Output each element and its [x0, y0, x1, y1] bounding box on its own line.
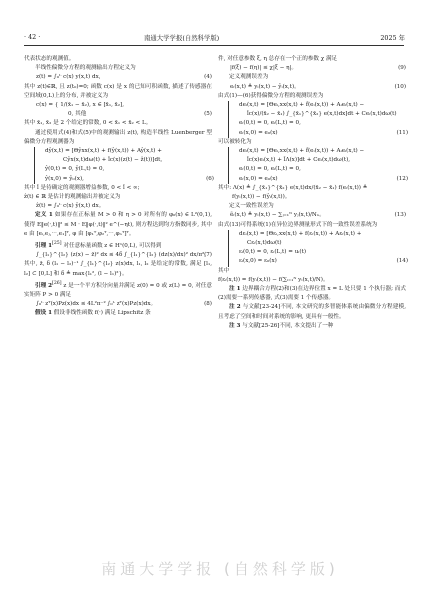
paragraph: f(εᵢ(x,t)) = f(yᵢ(x,t)) − f(∑ᵢ₌₁ᴺ yᵢ(x,t)/N)。: [218, 276, 329, 283]
equation-9: |f(ξ) − f(η)| ≤ χ|ξ − η|。 (9): [230, 65, 406, 72]
page-number: · 42 ·: [24, 33, 41, 41]
observer-system: dŷ(x,t) = [Θŷxx(x,t) + f(ŷ(x,t)) + Aŷ(x,t) + Cŷx(x,t)dω(t) + l̃c(x)(z(t) − ẑ(t))]dt, ŷ(0,t) = 0, ŷ(L,t) = 0, ŷ(x,0) = ŷ₀(x), (6): [34, 147, 212, 184]
paragraph: 由式(13)可得系统(1)在异位边界测量形式下的一致性误差系统为: [218, 221, 378, 228]
equation-7: ∫_{l₁}^{l₂} (z(x) − z̄)² dx ≤ 4δ ∫_{l₁}^{l₂} (dz(x)/dx)² dx/π², (7): [36, 252, 212, 259]
consensus-error-system-14: dεᵢ(x,t) = [Θεᵢ,xx(x,t) + f(εᵢ(x,t)) + Aεᵢ(x,t) + Cεᵢ(x,t)dω(t) εᵢ(0,t) = 0, εᵢ(L,t) = uᵢ(t) εᵢ(x,0) = ε₀(x) (14): [228, 230, 406, 267]
error-system-12: deᵢ(x,t) = [Θeᵢ,xx(x,t) + f̃(eᵢ(x,t)) + Aᵢeᵢ(x,t) − l̃c(x)eᵢ(x,t) + l̃Λ(x)]dt + Ceᵢ(x,t)dω(t), eᵢ(0,t) = 0, eᵢ(L,t) = 0, eᵢ(x,0) = e₀(x) (12): [228, 147, 406, 184]
equation-13: ẽᵢ(x,t) ≜ yᵢ(x,t) − ∑ⱼ₌₁ᴺ yⱼ(x,t)/Nₙ。 (13): [230, 212, 406, 219]
paragraph: 由式(1)—(6)获得偏微分方程的观测误差为: [218, 92, 324, 99]
journal-title: 南通大学学报(自然科学版): [144, 34, 220, 42]
right-column: [218, 55, 406, 331]
paragraph: f(yᵢ(x,t)) − f(ŷᵢ(x,t))。: [232, 194, 291, 201]
paragraph: 其中 z(t)∈ℝ, 且 z(t₀)=0; 函数 c(x) 是 x 的已知可积函数, 描述了传感器在空间域(0,L)上的分布, 并被定义为: [24, 83, 212, 99]
lemma-2: 引理 2[26] z 是一个平方积分向量并满足 z(0) = 0 或 z(L) = 0, 对任意实矩阵 P > 0 满足: [24, 280, 212, 298]
paragraph: 件, 对任意参数 ξ, η 总存在一个正的参数 χ 满足: [218, 56, 338, 62]
paragraph: 其中 x̄₁, x̄₂ 是 2 个给定的常数, 0 < x̄₁ < x̄₂ < L。: [24, 120, 152, 127]
paragraph: 其中, z̄, δ (l₁ − l₂)⁻¹ ∫_{l₁}^{l₂} z(x)dx, l₁, l₂ 是给定的常数, 满足 [l₁, l₂] ⊂ [0,L] 和 δ ≜ max{l₁², (l − l₁)²}。: [24, 261, 212, 277]
paragraph: 定义一致性误差为: [229, 203, 274, 210]
left-column: [24, 55, 212, 318]
lemma-1: 引理 1[25] 对任意标量函数 z ∈ H¹(0,L), 可以得到: [35, 241, 162, 249]
paragraph: 通过使用式(4)和式(5)中的观测输出 z(t), 构造半线性 Luenberger 型偏微分方程观测器为: [24, 129, 212, 145]
paragraph: 其中 l̃ 是待确定的观测器增益参数, 0 < l̃ < ∞;: [24, 184, 140, 191]
equation-4: z(t) = ∫₀ᴸ c(x) y(x,t) dx, (4): [36, 74, 212, 81]
page-header: [24, 33, 409, 45]
journal-watermark: 南通大学学报 (自然科学版): [101, 560, 339, 578]
equation-8: ∫₀ᴸ zᵀ(x)Pz(x)dx ≤ 4L²π⁻² ∫₀ᴸ zᵀ(x)Pz(x)dx。 (8): [36, 301, 212, 307]
paragraph: 其中: [218, 267, 230, 274]
paragraph: 其中: Λ(x) ≜ ∫_{x̄₁}^{x̄₂} e(x,t)dx/(x̄₂ − x̄₁) f(eᵢ(x,t)) ≜: [218, 184, 368, 191]
paragraph: 半线性偏微分方程的观测输出方程定义为: [35, 65, 136, 72]
equation-5-line2: 0, 其他 (5): [68, 111, 212, 118]
publication-year: 2025 年: [380, 34, 405, 42]
definition-1: 定义 1 如果存在正标量 M > 0 和 η > 0 对所有的 φ₀(x) ∈ L²(0,1), 使得 E‖e(·,t)‖² ≤ M · E‖φ(·,t)‖² e^(−ηt), 则方程达到均方指数同步, 其中 e 由 [eᵢ,eⱼ,⋯,e₁]ᵀ, φ 由 [φ₁ᵀ,φ₂ᵀ,⋯,φₙᵀ]ᵀ。: [24, 212, 213, 237]
paragraph: 可以被转化为: [218, 138, 252, 145]
note-2: 注 2 与文献[23-24]不同, 本文研究的多智能体系统由偏微分方程建模, 且考虑了空间和时间对系统的影响, 更具有一般性。: [218, 304, 407, 320]
paragraph: 定义观测误差为: [229, 74, 269, 81]
equation-estimate: ẑ(t) = ∫₀ᴸ c(x) ŷ(x,t) dx。: [36, 203, 105, 210]
note-1: 注 1 边界耦合方程(2)和(3)在边界位置 x = L 处只要 1 个执行器; 而式(2)需要一系列传感器, 式(3)需要 1 个传感器。: [218, 286, 406, 302]
assumption-1: 假设 1 假设非线性函数 f(·) 满足 Lipschitz 条: [35, 310, 151, 317]
equation-5: c(x) = { 1/(x̄₁ − x̄₂), x ∈ [x̄₁, x̄₂],: [36, 102, 124, 109]
equation-10: eᵢ(x,t) ≜ yᵢ(x,t) − ŷᵢ(x,t)。 (10): [230, 83, 406, 90]
paragraph: 代表状态的观测值。: [24, 56, 75, 62]
note-3: 注 3 与文献[25-26]不同, 本文提出了一种: [229, 322, 334, 329]
header-rule: [24, 45, 404, 46]
paragraph: ẑ(t) ∈ ℝ 是估计的观测输出并被定义为: [24, 194, 121, 201]
error-system-11: deᵢ(x,t) = [Θeᵢ,xx(x,t) + f̃(eᵢ(x,t)) + Aᵢeᵢ(x,t) − l̃c(x)/(x̄₂ − x̄₁) ∫_{x̄₁}^{x̄₂} e(x,t)dx]dt + Ceᵢ(x,t)dω(t) eᵢ(0,t) = 0, eᵢ(L,t) = 0, eᵢ(x,0) = e₀(x) (11): [228, 101, 406, 138]
